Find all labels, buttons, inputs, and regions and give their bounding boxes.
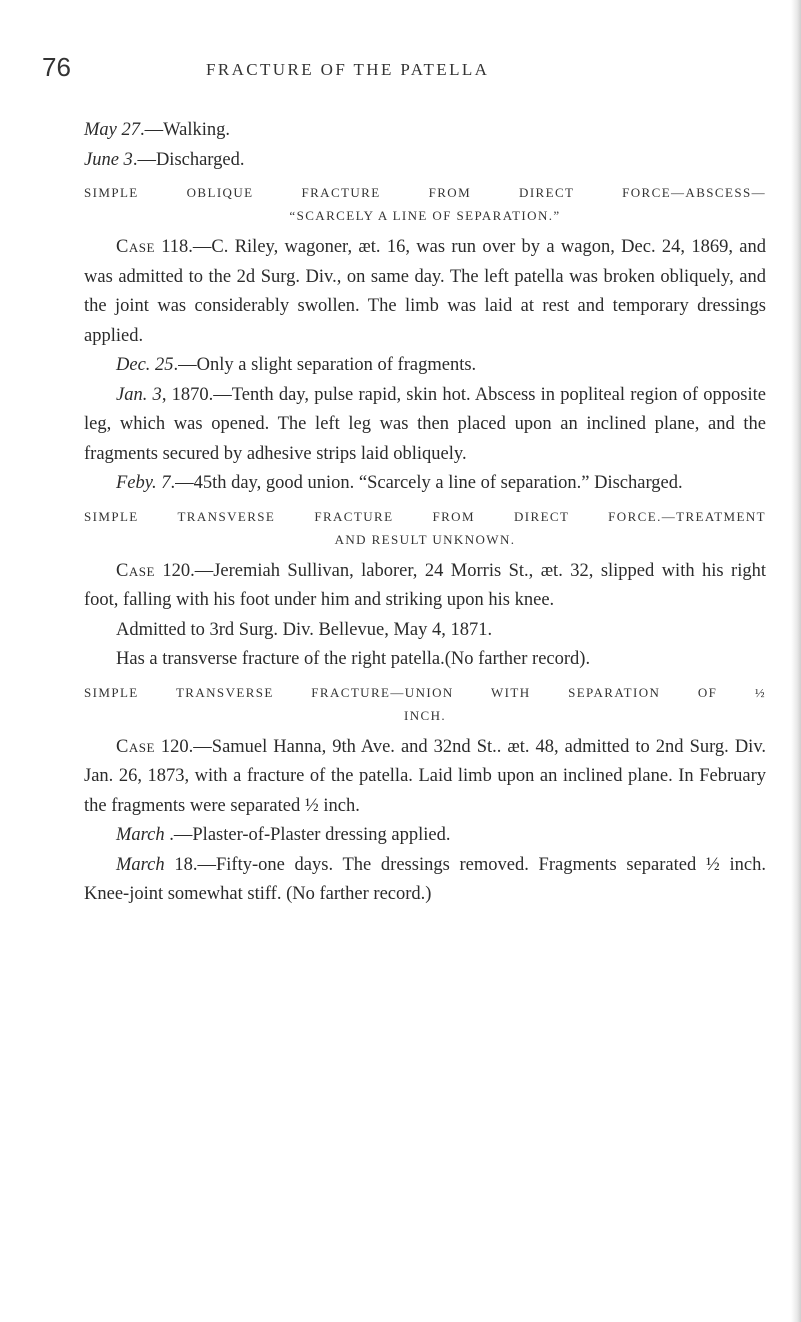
- section-heading-transverse: [84, 505, 766, 551]
- running-head: FRACTURE OF THE PATELLA: [206, 60, 490, 79]
- case-120-sullivan-paragraph: [84, 557, 766, 616]
- case-label: Case: [116, 736, 155, 757]
- case-label: Case: [116, 560, 155, 581]
- entry-march18: [84, 851, 766, 910]
- heading-line: “SCARCELY A LINE OF SEPARATION.”: [289, 208, 561, 223]
- section-heading-union: [84, 681, 766, 727]
- section-heading-oblique: [84, 181, 766, 227]
- heading-line: SIMPLE TRANSVERSE FRACTURE—UNION WITH SEPARATION OF ½: [84, 684, 766, 700]
- entry-date: March: [116, 825, 165, 845]
- entry-date: June 3: [84, 149, 133, 170]
- case-text: 120.—Jeremiah Sullivan, laborer, 24 Morris St., æt. 32, slipped with his right foot, falling with his foot under him and striking upon his knee.: [84, 560, 766, 610]
- heading-line: AND RESULT UNKNOWN.: [334, 531, 516, 547]
- entry-text: .—45th day, good union. “Scarcely a line of separation.” Discharged.: [170, 473, 683, 493]
- case-text: 120.—Samuel Hanna, 9th Ave. and 32nd St.. æt. 48, admitted to 2nd Surg. Div. Jan. 26, 1873, with a fracture of the patella. Laid limb upon an inclined plane. In February the fragments were separated ½ inch.: [84, 736, 766, 816]
- case-120-hanna-paragraph: [84, 733, 766, 822]
- case-text: 118.—C. Riley, wagoner, æt. 16, was run over by a wagon, Dec. 24, 1869, and was admitted to the 2d Surg. Div., on same day. The left patella was broken obliquely, and the joint was considerably swollen. The limb was laid at rest and temporary dressings applied.: [84, 237, 766, 346]
- entry-may27: [84, 116, 766, 146]
- entry-march: [84, 821, 766, 851]
- page-body: [84, 116, 766, 910]
- entry-text: 18.—Fifty-one days. The dressings removed. Fragments separated ½ inch. Knee-joint somewhat stiff. (No farther record.): [84, 854, 766, 904]
- entry-text: .—Discharged.: [132, 149, 245, 170]
- entry-date: May 27: [84, 120, 140, 140]
- entry-june3: [84, 146, 766, 176]
- heading-line: INCH.: [403, 707, 447, 723]
- entry-date: Jan. 3: [116, 384, 162, 405]
- case-118-paragraph: [84, 233, 766, 351]
- entry-date: Dec. 25: [116, 355, 174, 375]
- entry-feb7: [84, 469, 766, 499]
- page-number: 76: [42, 52, 71, 82]
- diagnosis-paragraph: Has a transverse fracture of the right patella.(No farther record).: [116, 649, 591, 669]
- entry-text: .—Only a slight separation of fragments.: [173, 355, 477, 375]
- entry-jan3: [84, 381, 766, 470]
- entry-date: Feby. 7: [116, 473, 171, 493]
- admission-paragraph: Admitted to 3rd Surg. Div. Bellevue, May 4, 1871.: [116, 619, 493, 640]
- case-label: Case: [116, 237, 155, 257]
- entry-dec25: [84, 351, 766, 381]
- heading-line: SIMPLE TRANSVERSE FRACTURE FROM DIRECT FORCE.—TREATMENT: [84, 508, 766, 524]
- entry-text: .—Walking.: [140, 120, 230, 140]
- heading-line: SIMPLE OBLIQUE FRACTURE FROM DIRECT FORCE—ABSCESS—: [84, 185, 766, 200]
- entry-text: , 1870.—Tenth day, pulse rapid, skin hot. Abscess in popliteal region of opposite leg, which was opened. The left leg was then placed upon an inclined plane, and the fragments secured by adhesive strips laid obliquely.: [84, 384, 766, 464]
- entry-text: .—Plaster-of-Plaster dressing applied.: [164, 825, 451, 845]
- page-edge-shadow: [791, 0, 801, 1322]
- page-header: [0, 52, 801, 92]
- entry-date: March: [116, 854, 165, 875]
